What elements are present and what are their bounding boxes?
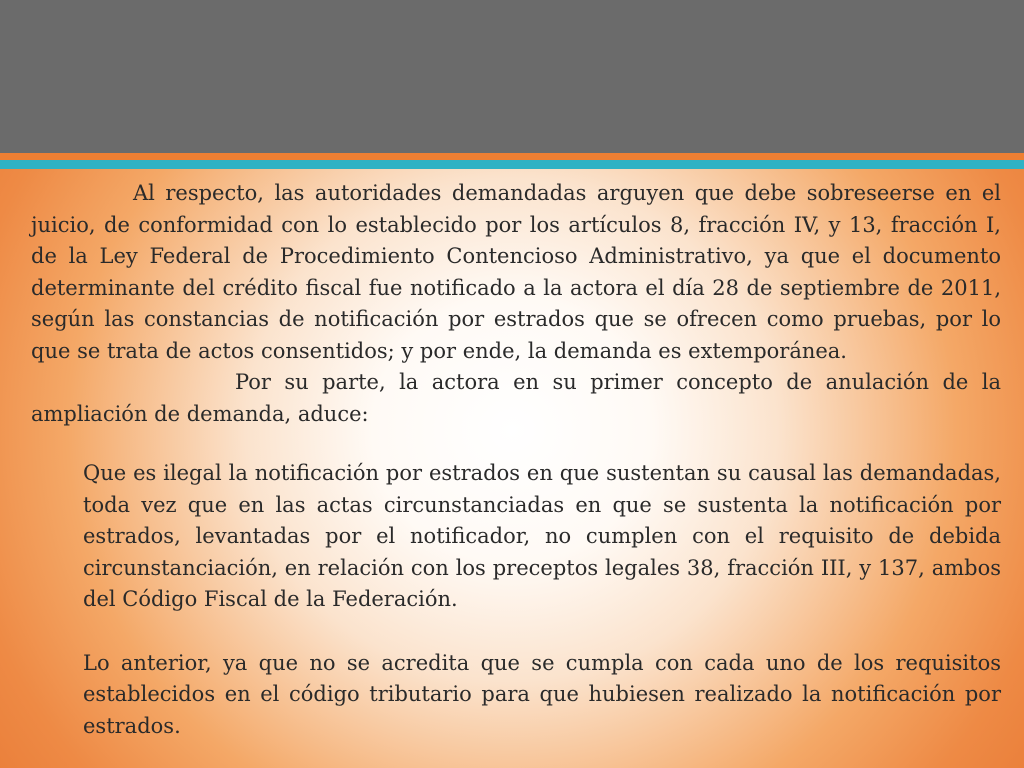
accent-stripe-teal bbox=[0, 160, 1024, 169]
paragraph-actora: Por su parte, la actora en su primer concepto de anulación de la ampliación de demanda, aduce: bbox=[31, 370, 1001, 426]
paragraph-respecto: Al respecto, las autoridades demandadas arguyen que debe sobreseerse en el juicio, de conformidad con lo establecido por los artículos 8, fracción IV, y 13, fracción I, de la Ley Federal de Procedimiento Contencioso Administrativo, ya que el documento determinante del crédito fiscal fue notificado a la actora el día 28 de septiembre de 2011, según las constancias de notificación por estrados que se ofrecen como pruebas, por lo que se trata de actos consentidos; y por ende, la demanda es extemporánea. bbox=[31, 181, 1001, 363]
quote-ilegal-notificacion: Que es ilegal la notificación por estrados en que sustentan su causal las demandadas, toda vez que en las actas circunstanciadas en que se sustenta la notificación por estrados, levantadas por el notificador, no cumplen con el requisito de debida circunstanciación, en relación con los preceptos legales 38, fracción III, y 137, ambos del Código Fiscal de la Federación. bbox=[83, 461, 1001, 611]
accent-stripe-orange bbox=[0, 153, 1024, 160]
slide-body bbox=[31, 178, 1001, 742]
quote-lo-anterior: Lo anterior, ya que no se acredita que se cumpla con cada uno de los requisitos establecidos en el código tributario para que hubiesen realizado la notificación por estrados. bbox=[83, 650, 1001, 738]
header-band bbox=[0, 0, 1024, 153]
